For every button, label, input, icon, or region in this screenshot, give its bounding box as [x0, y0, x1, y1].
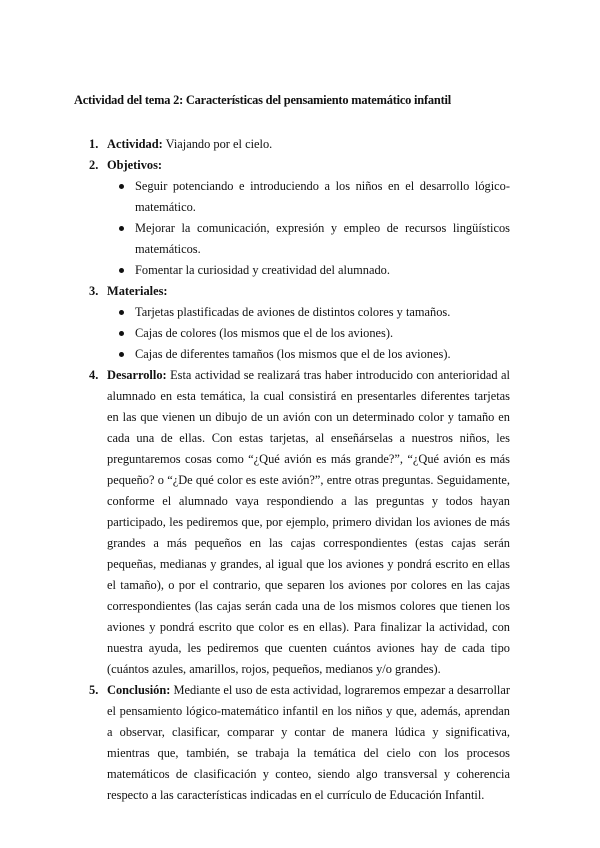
materials-list — [107, 302, 510, 365]
list-item: Fomentar la curiosidad y creatividad del alumnado. — [107, 260, 510, 281]
bullet-icon — [119, 268, 124, 273]
section-objetivos — [74, 155, 510, 281]
list-item: Cajas de diferentes tamaños (los mismos que el de los aviones). — [107, 344, 510, 365]
section-number: 2. — [89, 158, 99, 172]
section-desarrollo — [74, 365, 510, 680]
section-conclusion — [74, 680, 510, 806]
bullet-icon — [119, 226, 124, 231]
section-text: Esta actividad se realizará tras haber introducido con anterioridad al alumnado en esta temática, la cual consistirá en presentarles diferentes tarjetas en las que vienen un dibujo de un avión con un determinado color y tamaño en cada una de ellas. Con estas tarjetas, al enseñárselas a nuestros niños, les preguntaremos cosas como “¿Qué avión es más grande?”, “¿Qué avión es más pequeño? o “¿De qué color es este avión?”, entre otras preguntas. Seguidamente, conforme el alumnado vaya respondiendo a las preguntas y todos hayan participado, les pediremos que, por ejemplo, primero dividan los aviones de más grandes a más pequeños en las cajas correspondientes (estas cajas serán pequeñas, medianas y grandes, al igual que los aviones y pondrá escrito en ellas el tamaño), o por el contrario, que separen los aviones por colores en las cajas correspondientes (las cajas serán cada una de los mismos colores que tienen los aviones y pondrá escrito que color es en ellas). Para finalizar la actividad, con nuestra ayuda, les pediremos que cuenten cuántos aviones hay de cada tipo (cuántos azules, amarillos, rojos, pequeños, medianos y/o grandes). — [107, 368, 510, 676]
bullet-icon — [119, 184, 124, 189]
list-item: Cajas de colores (los mismos que el de los aviones). — [107, 323, 510, 344]
section-materiales — [74, 281, 510, 365]
section-number: 3. — [89, 284, 99, 298]
objectives-list — [107, 176, 510, 281]
section-heading: Materiales: — [107, 284, 168, 298]
document-title: Actividad del tema 2: Características del pensamiento matemático infantil — [74, 93, 452, 107]
bullet-icon — [119, 310, 124, 315]
section-heading: Conclusión: — [107, 683, 171, 697]
list-item: Seguir potenciando e introduciendo a los niños en el desarrollo lógico-matemático. — [107, 176, 510, 218]
section-heading: Desarrollo: — [107, 368, 167, 382]
section-number: 5. — [89, 683, 99, 697]
bullet-icon — [119, 352, 124, 357]
section-number: 4. — [89, 368, 99, 382]
section-text: Viajando por el cielo. — [162, 137, 273, 151]
section-list — [74, 134, 510, 806]
list-item: Mejorar la comunicación, expresión y empleo de recursos lingüísticos matemáticos. — [107, 218, 510, 260]
list-item: Tarjetas plastificadas de aviones de distintos colores y tamaños. — [107, 302, 510, 323]
section-number: 1. — [89, 137, 99, 151]
section-actividad — [74, 134, 510, 155]
section-heading: Objetivos: — [107, 158, 163, 172]
section-heading: Actividad: — [107, 137, 163, 151]
section-text: Mediante el uso de esta actividad, lograremos empezar a desarrollar el pensamiento lógico-matemático infantil en los niños y que, además, aprendan a observar, clasificar, comparar y contar de manera lúdica y significativa, mientras que, también, se trabaja la temática del cielo con los procesos matemáticos de clasificación y conteo, siendo algo transversal y coherencia respecto a las características indicadas en el currículo de Educación Infantil. — [107, 683, 510, 802]
bullet-icon — [119, 331, 124, 336]
